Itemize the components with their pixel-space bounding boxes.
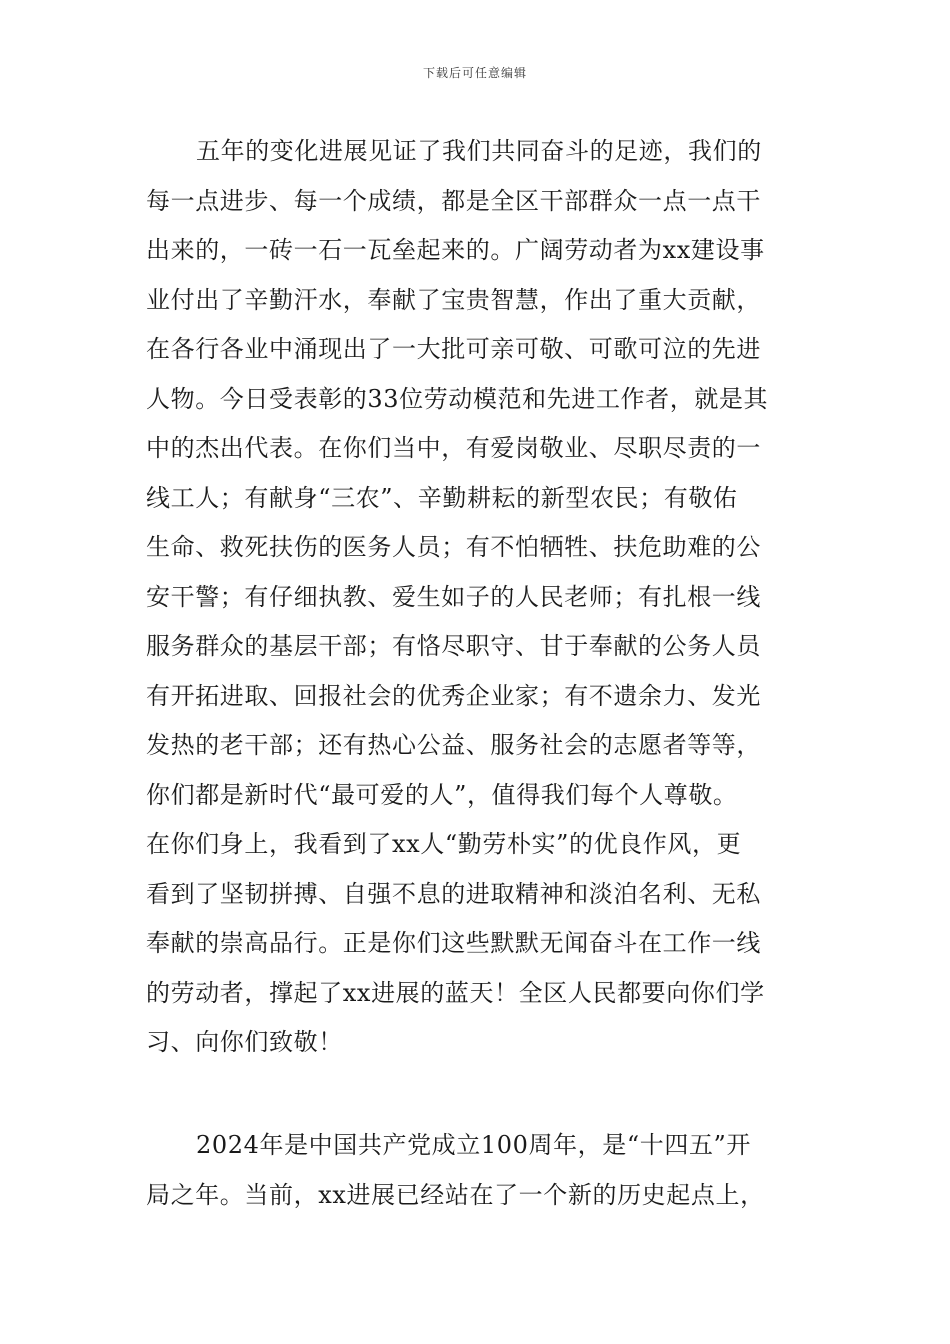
paragraph-line: 安干警；有仔细执教、爱生如子的人民老师；有扎根一线 (146, 582, 761, 611)
paragraph-line: 在你们身上，我看到了xx人“勤劳朴实”的优良作风，更 (146, 830, 742, 858)
paragraph-line: 习、向你们致敬！ (146, 1028, 343, 1056)
paragraph-line: 线工人；有献身“三农”、辛勤耕耘的新型农民；有敬佑 (146, 483, 738, 512)
paragraph-line: 人物。今日受表彰的33位劳动模范和先进工作者，就是其 (146, 384, 769, 413)
paragraph-line: 五年的变化进展见证了我们共同奋斗的足迹，我们的 (196, 137, 762, 165)
paragraph-line: 2024年是中国共产党成立100周年，是“十四五”开 (196, 1131, 752, 1159)
paragraph-line: 看到了坚韧拼搏、自强不息的进取精神和淡泊名利、无私 (146, 879, 761, 908)
paragraph-line: 你们都是新时代“最可爱的人”，值得我们每个人尊敬。 (146, 780, 738, 809)
paragraph-line: 服务群众的基层干部；有恪尽职守、甘于奉献的公务人员 (146, 632, 761, 660)
paragraph-2 (146, 1121, 810, 1220)
paragraph-line: 业付出了辛勤汗水，奉献了宝贵智慧，作出了重大贡献， (146, 285, 761, 314)
paragraph-1 (146, 127, 810, 1068)
paragraph-line: 生命、救死扶伤的医务人员；有不怕牺牲、扶危助难的公 (146, 533, 761, 561)
paragraph-line: 出来的，一砖一石一瓦垒起来的。广阔劳动者为xx建设事 (146, 236, 765, 264)
paragraph-line: 有开拓进取、回报社会的优秀企业家；有不遗余力、发光 (146, 681, 761, 710)
paragraph-line: 的劳动者，撑起了xx进展的蓝天！全区人民都要向你们学 (146, 978, 765, 1007)
paragraph-line: 每一点进步、每一个成绩，都是全区干部群众一点一点干 (146, 186, 761, 215)
paragraph-line: 中的杰出代表。在你们当中，有爱岗敬业、尽职尽责的一 (146, 434, 761, 462)
paragraph-line: 奉献的崇高品行。正是你们这些默默无闻奋斗在工作一线 (146, 929, 761, 957)
paragraph-line: 局之年。当前，xx进展已经站在了一个新的历史起点上， (146, 1180, 765, 1209)
paragraph-line: 发热的老干部；还有热心公益、服务社会的志愿者等等， (146, 731, 761, 759)
paragraph-line: 在各行各业中涌现出了一大批可亲可敬、可歌可泣的先进 (146, 335, 761, 363)
download-editable-note: 下载后可任意编辑 (422, 66, 527, 80)
